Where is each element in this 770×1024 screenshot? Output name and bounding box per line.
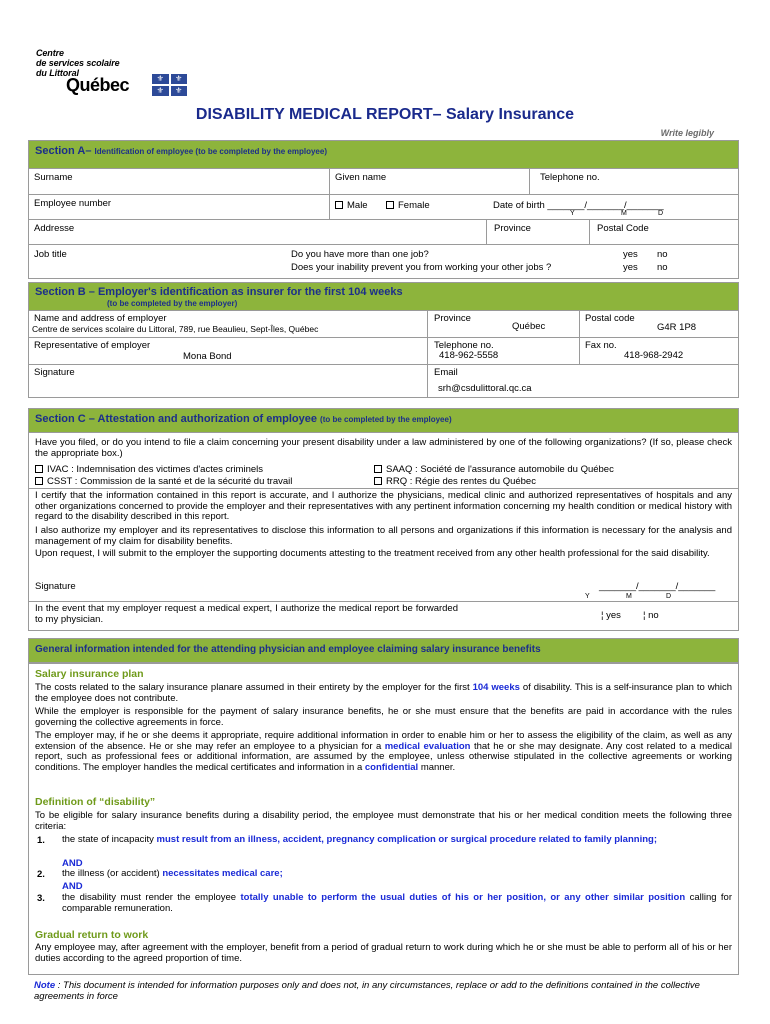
representative-label: Representative of employer — [34, 340, 151, 351]
address-label: Addresse — [34, 223, 75, 234]
criterion-2: the illness (or accident) necessitates medical care; — [62, 868, 283, 879]
section-a-row-employee — [29, 195, 738, 220]
criterion-2-number: 2. — [37, 869, 45, 880]
quebec-flag-icon: ⚜ ⚜ ⚜ ⚜ — [152, 74, 187, 96]
upon-request-text: Upon request, I will submit to the employer the supporting documents attesting to the treatment received from any other health professional for the said disability. — [35, 548, 710, 559]
sig-date-y: Y — [585, 593, 590, 600]
inability-yes-option[interactable]: yes — [623, 262, 638, 273]
criterion-1-number: 1. — [37, 835, 45, 846]
definition-intro: To be eligible for salary insurance benefits during a disability period, the employee must demonstrate that his or her medical condition meets the following three criteria: — [35, 810, 732, 832]
dob-label: Date of birth _______/_______/_______ — [493, 200, 664, 211]
employer-province-label: Province — [434, 313, 471, 324]
telephone-field[interactable] — [529, 169, 738, 194]
saaq-checkbox[interactable]: SAAQ : Société de l'assurance automobile du Québec — [374, 464, 614, 475]
org-name-line3: du Littoral — [36, 68, 79, 78]
employer-email-value: srh@csdulittoral.qc.ca — [438, 383, 532, 394]
employer-telephone-label: Telephone no. — [434, 340, 494, 351]
section-a-row-address — [29, 220, 738, 245]
general-info-header: General information intended for the attending physician and employee claiming salary insurance benefits — [29, 639, 738, 663]
signature-date-field[interactable]: _______/_______/_______ — [599, 581, 716, 592]
section-b-row-employer — [29, 311, 738, 338]
salary-insurance-plan-heading: Salary insurance plan — [35, 668, 144, 680]
female-checkbox-box[interactable] — [386, 201, 394, 209]
more-job-no-option[interactable]: no — [657, 249, 668, 260]
employer-fax-value: 418-968-2942 — [624, 350, 684, 361]
section-a-row-job — [29, 245, 738, 278]
plan-paragraph-1: The costs related to the salary insurance planare assumed in their entirety by the employer for the first 104 weeks of disability. This is a self-insurance plan to which the employee does not contribute. — [35, 682, 732, 704]
dob-y: Y — [570, 210, 575, 217]
quebec-wordmark: Québec — [66, 75, 130, 95]
expert-no-option[interactable]: ¦ no — [643, 610, 659, 621]
dob-m: M — [621, 210, 627, 217]
section-b-header: Section B – Employer's identification as insurer for the first 104 weeks (to be completed by the employer) — [29, 283, 738, 311]
section-c-header: Section C – Attestation and authorization of employee (to be completed by the employee) — [29, 409, 738, 433]
divider — [29, 601, 738, 602]
plan-paragraph-3: The employer may, if he or she deems it appropriate, require additional information in order to enable him or her to assess the eligibility of the claim, as well as any extension of the absence. He or she may refer an employee to a physician for a medical evaluation that he or she may designate. Any cost related to a medical report, such as professional fees or additional information, are assumed by the employee, unless otherwise stipulated in the collective agreements or working conditions. The employer handles the medical certificates and information in a confidential manner. — [35, 730, 732, 773]
write-legibly-note: Write legibly — [660, 128, 714, 138]
date-of-birth-field[interactable] — [486, 195, 738, 219]
postal-code-field[interactable] — [589, 220, 738, 244]
org-name-line2: de services scolaire — [36, 58, 120, 68]
representative-value: Mona Bond — [183, 351, 232, 362]
criterion-3: the disability must render the employee totally unable to perform the usual duties of his or her position, or any other similar position calling for comparable remuneration. — [62, 892, 732, 914]
employer-email-label: Email — [434, 367, 458, 378]
and-1: AND — [62, 858, 83, 869]
more-than-one-job-question: Do you have more than one job? — [291, 249, 429, 260]
certify-text: I certify that the information contained in this report is accurate, and I authorize the physicians, medical clinic and authorized representatives of hospitals and any other organizations concerned to provide the employer and their representatives with any pertinent information concerning my health condition or medical history with regard to the disability described in this report. — [35, 490, 732, 522]
employer-fax-label: Fax no. — [585, 340, 617, 351]
employer-name-label: Name and address of employer — [34, 313, 167, 324]
employer-postal-cell — [579, 311, 738, 337]
medical-expert-text: In the event that my employer request a medical expert, I authorize the medical report be forwarded to my physician. — [35, 603, 458, 625]
gradual-return-text: Any employee may, after agreement with the employer, benefit from a period of gradual return to work during which he or she must be able to perform all of his or her duties according to the agreed proportion of time. — [35, 942, 732, 964]
authorize-text: I also authorize my employer and its representatives to disclose this information to all persons and organizations if this information is necessary for the analysis and management of my claim for disability benefits. — [35, 525, 732, 547]
section-b-row-signature — [29, 365, 738, 397]
employer-telephone-value: 418-962-5558 — [439, 350, 499, 361]
inability-question: Does your inability prevent you from working your other jobs ? — [291, 262, 552, 273]
more-job-yes-option[interactable]: yes — [623, 249, 638, 260]
female-checkbox[interactable]: Female — [386, 200, 430, 211]
dob-d: D — [658, 210, 664, 217]
rrq-checkbox[interactable]: RRQ : Régie des rentes du Québec — [374, 476, 536, 487]
employer-email-cell — [427, 365, 738, 397]
csst-checkbox[interactable]: CSST : Commission de la santé et de la sécurité du travail — [35, 476, 292, 487]
employee-number-label: Employee number — [34, 198, 112, 209]
employee-signature-label: Signature — [35, 581, 76, 592]
gradual-return-heading: Gradual return to work — [35, 929, 149, 941]
section-a-row-names — [29, 169, 738, 195]
and-2: AND — [62, 881, 83, 892]
criterion-3-number: 3. — [37, 893, 45, 904]
org-name-line1: Centre — [36, 48, 64, 58]
employer-province-value: Québec — [512, 321, 546, 332]
expert-yes-option[interactable]: ¦ yes — [601, 610, 621, 621]
employer-postal-value: G4R 1P8 — [657, 322, 697, 333]
section-c — [28, 408, 739, 631]
inability-no-option[interactable]: no — [657, 262, 668, 273]
plan-paragraph-2: While the employer is responsible for the payment of salary insurance benefits, he or she must ensure that the benefits are paid in accordance with the rules governing the collective agreements in force. — [35, 706, 732, 728]
job-title-label: Job title — [34, 249, 67, 260]
employer-postal-label: Postal code — [585, 313, 635, 324]
postal-code-label: Postal Code — [597, 223, 649, 234]
male-checkbox[interactable]: Male — [335, 200, 368, 211]
sig-date-m: M — [626, 593, 632, 600]
employer-signature-label: Signature — [34, 367, 75, 378]
section-b — [28, 282, 739, 398]
given-name-label: Given name — [335, 172, 387, 183]
employer-name-value: Centre de services scolaire du Littoral, 789, rue Beaulieu, Sept-Îles, Québec — [32, 324, 319, 334]
section-a-header: Section A– Identification of employee (to be completed by the employee) — [29, 141, 738, 169]
surname-label: Surname — [34, 172, 73, 183]
definition-heading: Definition of “disability” — [35, 796, 156, 808]
footer-note: Note : This document is intended for information purposes only and does not, in any circumstances, replace or add to the definitions contained in the collective agreements in force — [34, 980, 700, 1002]
document-title: DISABILITY MEDICAL REPORT– Salary Insurance — [195, 106, 575, 123]
section-a — [28, 140, 739, 279]
province-label: Province — [494, 223, 531, 234]
section-b-row-representative — [29, 338, 738, 365]
sig-date-d: D — [666, 593, 672, 600]
divider — [29, 488, 738, 489]
male-checkbox-box[interactable] — [335, 201, 343, 209]
employer-fax-cell — [579, 338, 738, 364]
criterion-1: the state of incapacity must result from an illness, accident, pregnancy complication or surgical procedure related to family planning; — [62, 834, 657, 845]
claim-question: Have you filed, or do you intend to file a claim concerning your present disability under a law administered by one of the following organizations? (If so, please check the appropriate box.) — [35, 437, 732, 459]
telephone-label: Telephone no. — [540, 172, 600, 183]
ivac-checkbox[interactable]: IVAC : Indemnisation des victimes d'actes criminels — [35, 464, 263, 475]
general-information — [28, 638, 739, 975]
